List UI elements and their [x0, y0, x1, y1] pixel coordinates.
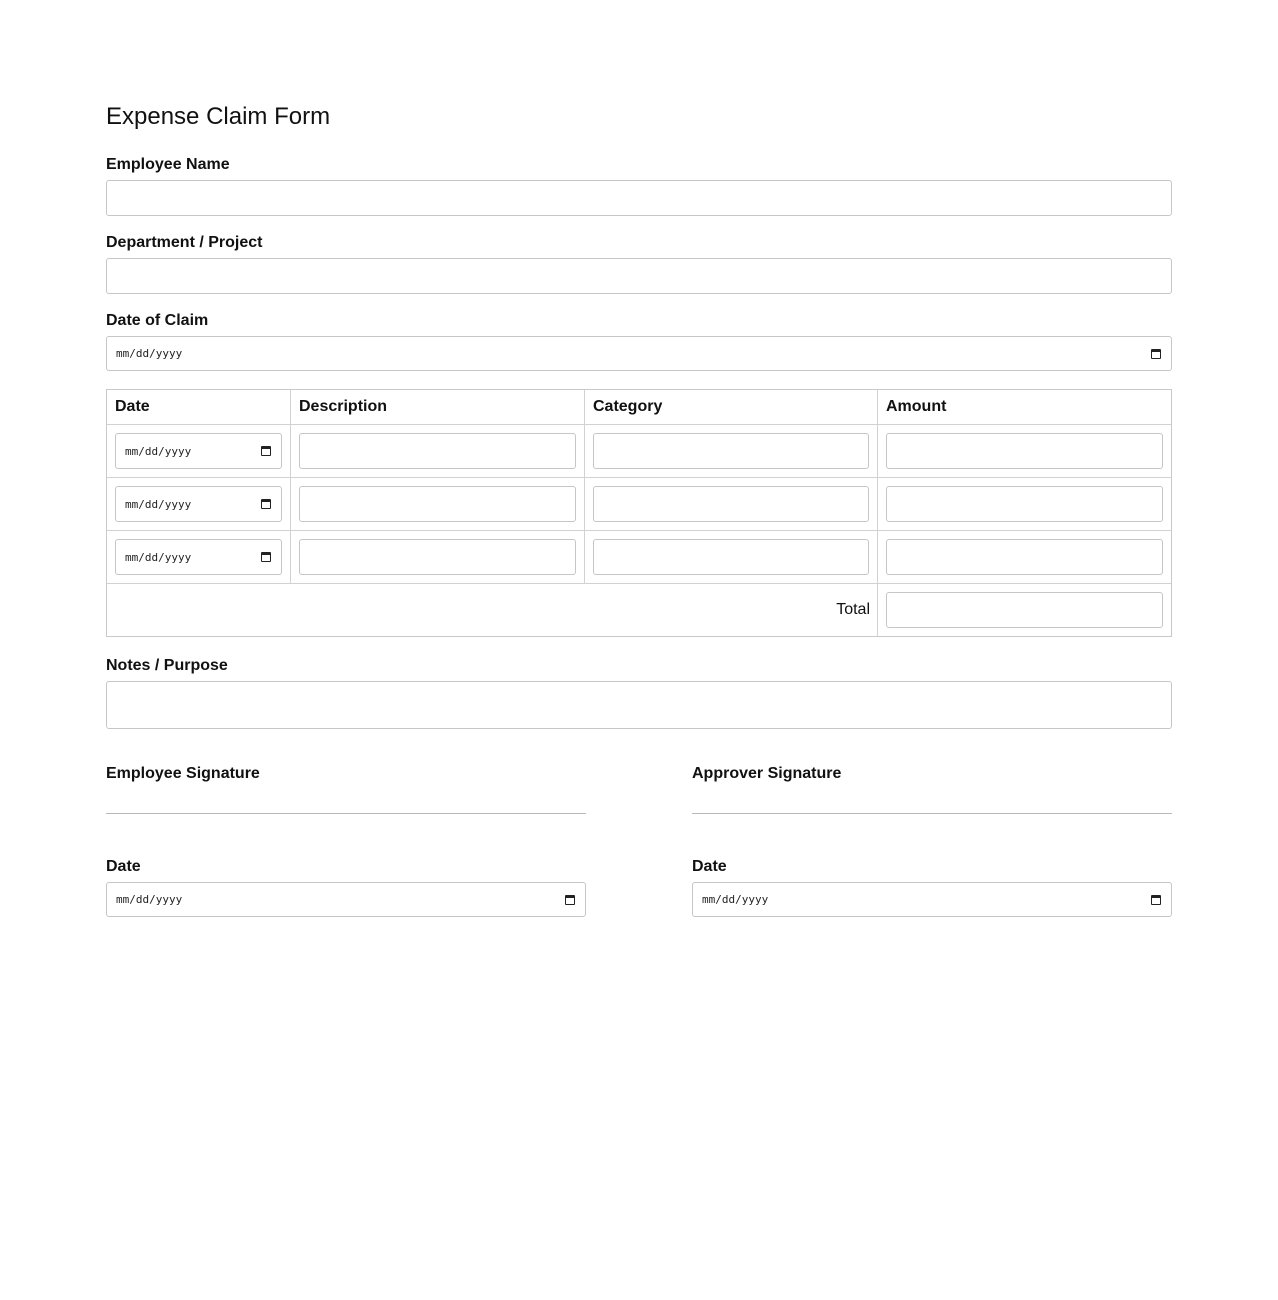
table-divider [107, 530, 1171, 531]
approver-date-placeholder: mm/dd/yyyy [702, 893, 769, 906]
column-header-date: Date [115, 398, 150, 415]
approver-signature-line[interactable] [692, 813, 1172, 814]
notes-label: Notes / Purpose [106, 657, 228, 674]
notes-textarea[interactable] [106, 681, 1172, 729]
row-2-date-placeholder: mm/dd/yyyy [125, 497, 192, 511]
table-divider [107, 477, 1171, 478]
total-amount-input[interactable] [886, 592, 1163, 628]
column-header-category: Category [593, 398, 663, 415]
claim-date-input[interactable] [106, 336, 1172, 371]
row-3-amount-input[interactable] [886, 539, 1163, 575]
table-divider [107, 424, 1171, 425]
claim-date-placeholder: mm/dd/yyyy [116, 347, 183, 360]
expense-table [106, 389, 1172, 637]
employee-signature-label: Employee Signature [106, 765, 260, 782]
row-2-date-input[interactable] [115, 486, 282, 522]
approver-date-input[interactable] [692, 882, 1172, 917]
calendar-icon[interactable] [1151, 349, 1161, 359]
row-1-description-input[interactable] [299, 433, 576, 469]
calendar-icon[interactable] [261, 499, 271, 509]
calendar-icon[interactable] [565, 895, 575, 905]
row-1-category-input[interactable] [593, 433, 869, 469]
table-divider [290, 390, 291, 583]
employee-name-label: Employee Name [106, 156, 230, 173]
row-2-category-input[interactable] [593, 486, 869, 522]
department-label: Department / Project [106, 234, 263, 251]
employee-date-placeholder: mm/dd/yyyy [116, 893, 183, 906]
calendar-icon[interactable] [1151, 895, 1161, 905]
approver-date-label: Date [692, 858, 727, 875]
total-label: Total [836, 601, 870, 618]
table-divider [107, 583, 1171, 584]
approver-signature-label: Approver Signature [692, 765, 842, 782]
row-3-date-placeholder: mm/dd/yyyy [125, 550, 192, 564]
department-input[interactable] [106, 258, 1172, 294]
calendar-icon[interactable] [261, 552, 271, 562]
row-1-date-input[interactable] [115, 433, 282, 469]
row-3-description-input[interactable] [299, 539, 576, 575]
calendar-icon[interactable] [261, 446, 271, 456]
row-2-amount-input[interactable] [886, 486, 1163, 522]
employee-signature-line[interactable] [106, 813, 586, 814]
row-3-category-input[interactable] [593, 539, 869, 575]
employee-date-input[interactable] [106, 882, 586, 917]
row-3-date-input[interactable] [115, 539, 282, 575]
row-1-date-placeholder: mm/dd/yyyy [125, 444, 192, 458]
page-title: Expense Claim Form [106, 103, 331, 130]
claim-date-label: Date of Claim [106, 312, 209, 329]
employee-date-label: Date [106, 858, 141, 875]
column-header-amount: Amount [886, 398, 947, 415]
employee-name-input[interactable] [106, 180, 1172, 216]
table-divider [877, 390, 878, 636]
row-1-amount-input[interactable] [886, 433, 1163, 469]
row-2-description-input[interactable] [299, 486, 576, 522]
table-divider [584, 390, 585, 583]
column-header-description: Description [299, 398, 388, 415]
